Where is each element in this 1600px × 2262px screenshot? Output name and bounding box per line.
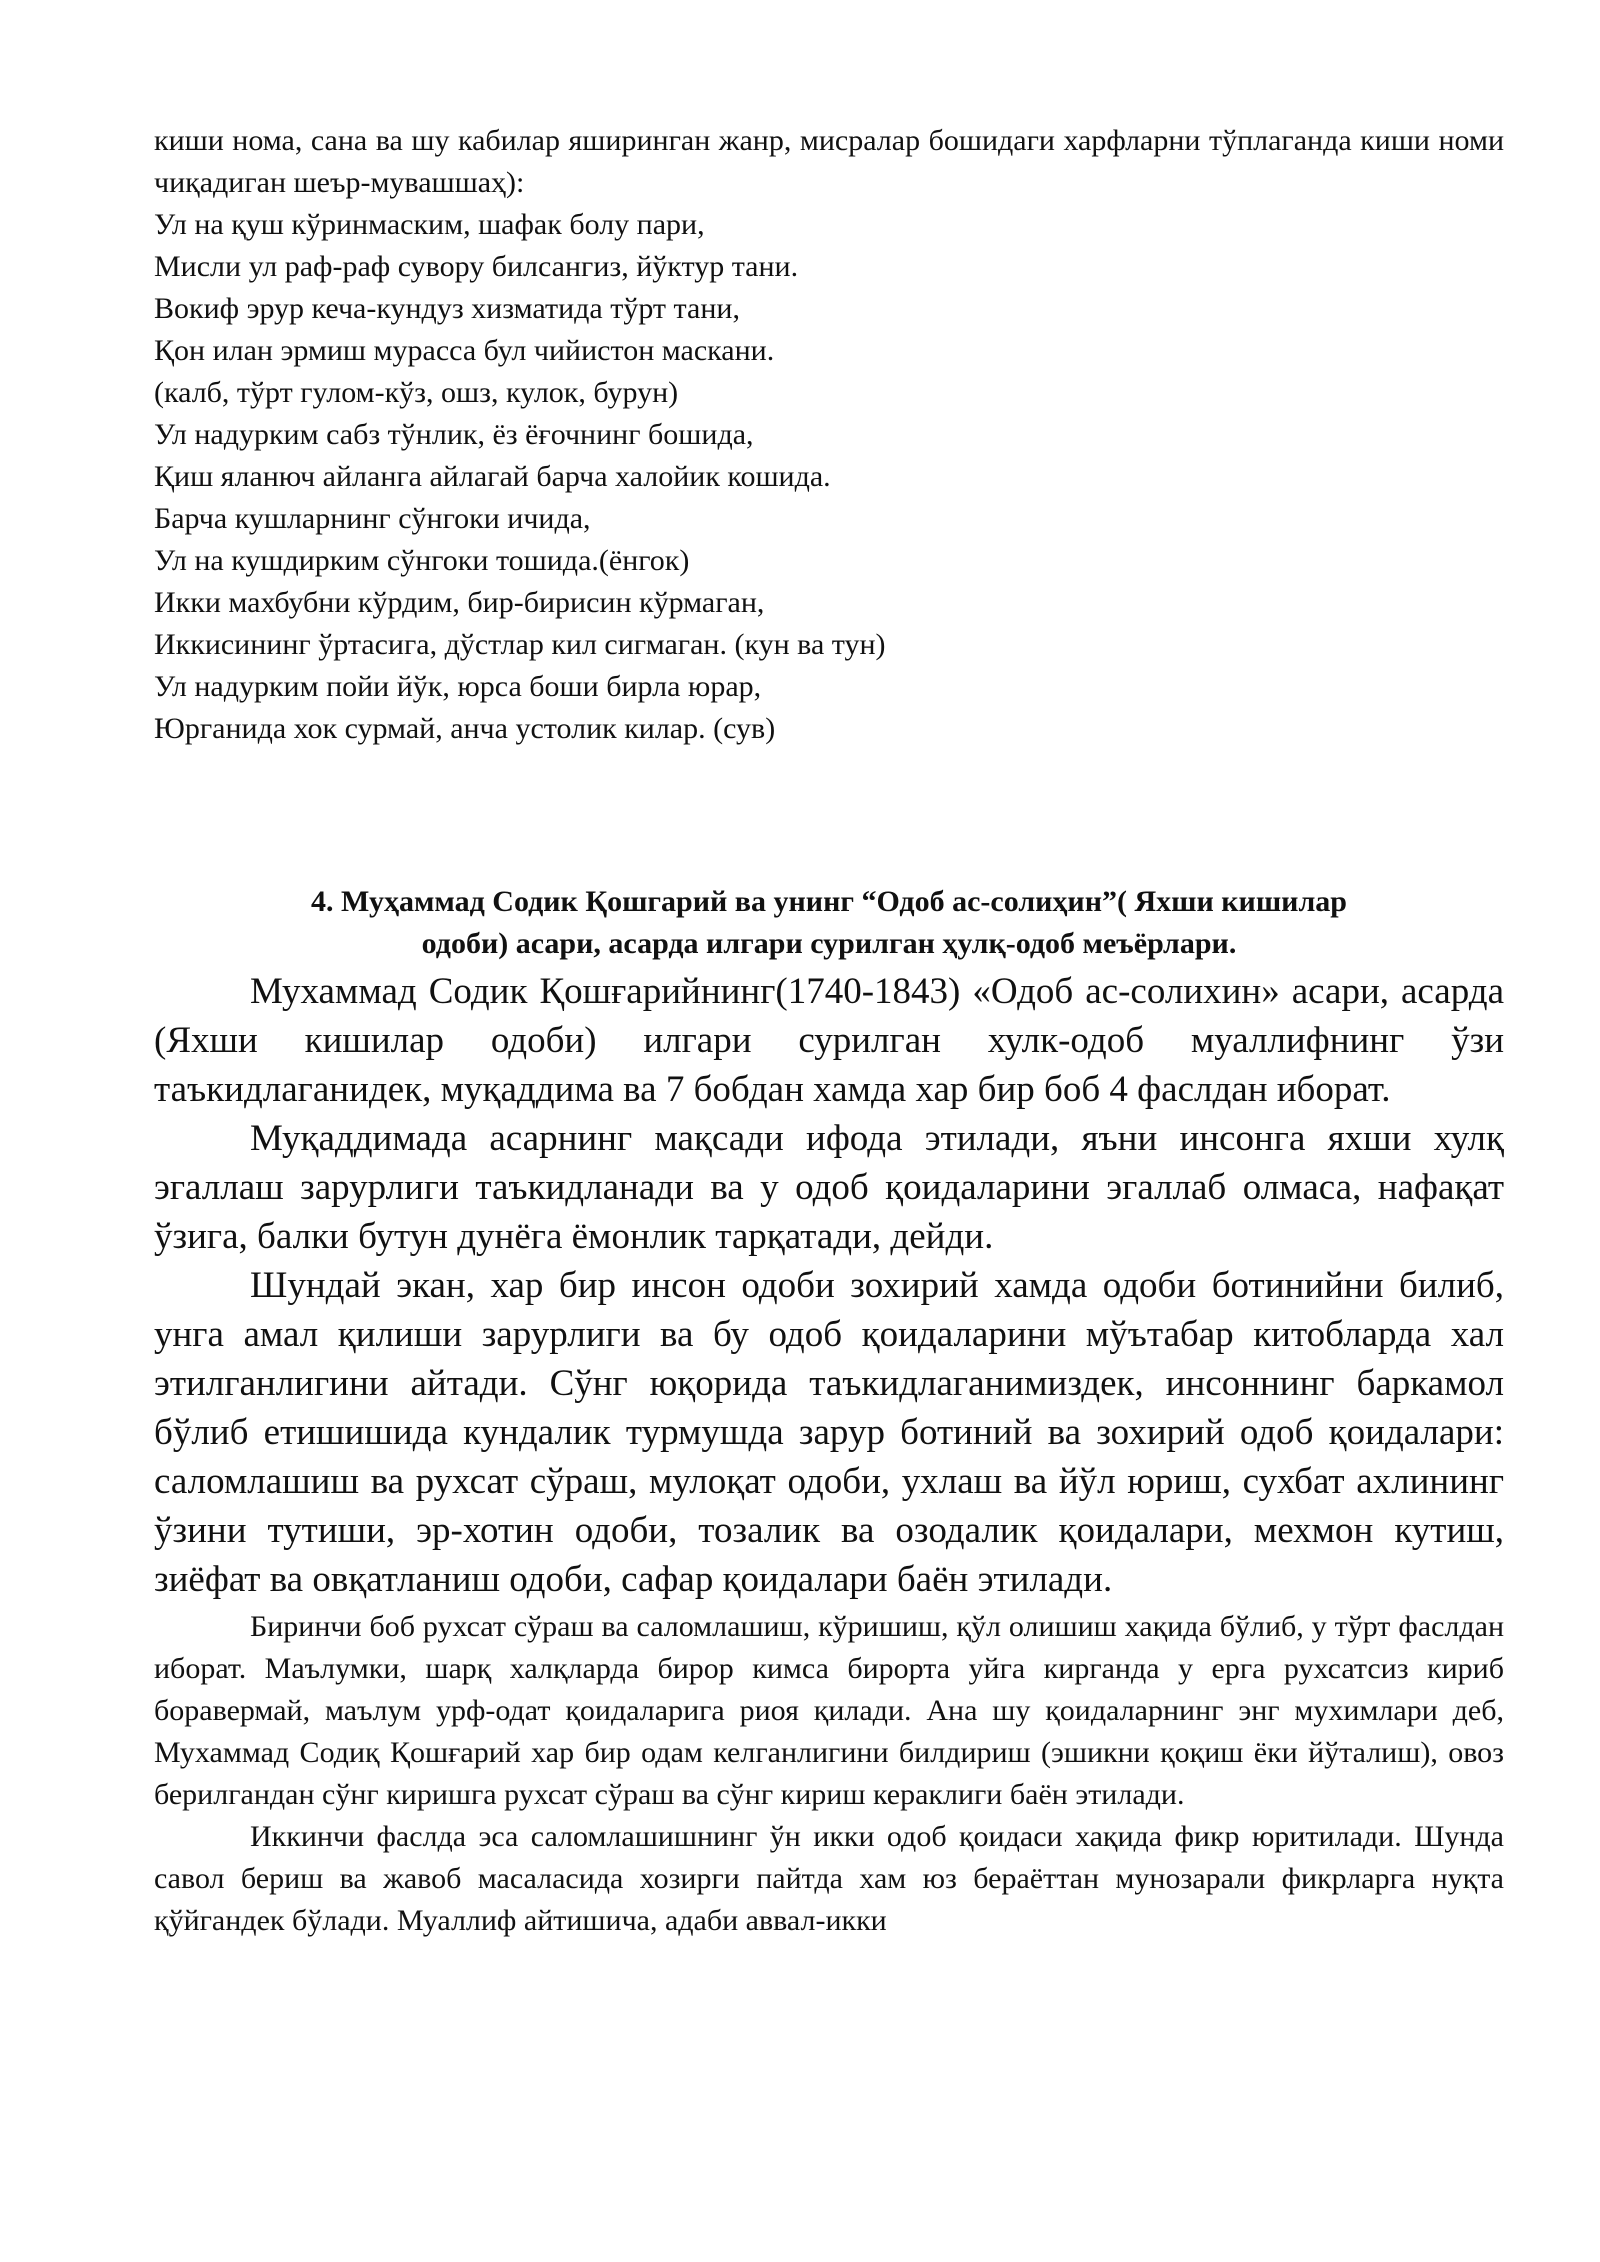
body-paragraph: Муқаддимада асарнинг мақсади ифода этилади, яъни инсонга яхши хулқ эгаллаш зарурлиги таъкидланади ва у одоб қоидаларини эгаллаб олмаса, нафақат ўзига, балки бутун дунёга ёмонлик тарқатади, дейди.	[154, 1118, 1504, 1257]
verse-line: Вокиф эрур кеча-кундуз хизматида тўрт тани,	[154, 292, 740, 325]
section-heading	[154, 881, 1504, 965]
intro-paragraph: киши нома, сана ва шу кабилар яширинган жанр, мисралар бошидаги харфларни тўплаганда киши номи чиқадиган шеър-мувашшаҳ):	[154, 124, 1504, 199]
verse-line: Қиш яланюч айланга айлагай барча халойик кошида.	[154, 460, 831, 493]
verse-line: Мисли ул раф-раф сувору билсангиз, йўктур тани.	[154, 250, 799, 283]
section-heading-line-2: одоби) асари, асарда илгари сурилган ҳулқ-одоб меъёрлари.	[421, 927, 1237, 960]
verse-line: Икки махбубни кўрдим, бир-бирисин кўрмаган,	[154, 586, 765, 619]
verse-line: Ул надурким пойи йўк, юрса боши бирла юрар,	[154, 670, 762, 703]
verse-line: Юрганида хок сурмай, анча устолик килар. (сув)	[154, 712, 776, 745]
verse-line: Иккисининг ўртасига, дўстлар кил сигмаган. (кун ва тун)	[154, 628, 886, 661]
body-paragraph: Шундай экан, хар бир инсон одоби зохирий хамда одоби ботинийни билиб, унга амал қилиши зарурлиги ва бу одоб қоидаларини мўътабар китобларда хал этилганлигини айтади. Сўнг юқорида таъкидлаганимиздек, инсоннинг баркамол бўлиб етишишида кундалик турмушда зарур ботиний ва зохирий одоб қоидалари: саломлашиш ва рухсат сўраш, мулоқат одоби, ухлаш ва йўл юриш, сухбат ахлининг ўзини тутиши, эр-хотин одоби, тозалик ва озодалик қоидалари, мехмон кутиш, зиёфат ва овқатланиш одоби, сафар қоидалари баён этилади.	[154, 1265, 1504, 1600]
body-paragraph: Мухаммад Содик Қошғарийнинг(1740-1843) «Одоб ас-солихин» асари, асарда (Яхши кишилар одоби) илгари сурилган хулк-одоб муаллифнинг ўзи таъкидлаганидек, муқаддима ва 7 бобдан хамда хар бир боб 4 фаслдан иборат.	[154, 971, 1504, 1110]
verse-line: Ул надурким сабз тўнлик, ёз ёғочнинг бошида,	[154, 418, 754, 451]
verse-line: Барча кушларнинг сўнгоки ичида,	[154, 502, 591, 535]
verse-line: (калб, тўрт гулом-кўз, ошз, кулок, бурун)	[154, 376, 679, 409]
verse-block	[154, 204, 1504, 750]
verse-line: Қон илан эрмиш мурасса бул чийистон маскани.	[154, 334, 775, 367]
verse-line: Ул на кушдирким сўнгоки тошида.(ёнгок)	[154, 544, 690, 577]
body-paragraph-small: Биринчи боб рухсат сўраш ва саломлашиш, кўришиш, қўл олишиш хақида бўлиб, у тўрт фаслдан иборат. Маълумки, шарқ халқларда бирор кимса бирорта уйга кирганда у ерга рухсатсиз кириб боравермай, маълум урф-одат қоидаларига риоя қилади. Ана шу қоидаларнинг энг мухимлари деб, Мухаммад Содиқ Қошғарий хар бир одам келганлигини билдириш (эшикни қоқиш ёки йўталиш), овоз берилгандан сўнг киришга рухсат сўраш ва сўнг кириш кераклиги баён этилади.	[154, 1610, 1504, 1811]
document-page	[154, 120, 1504, 1942]
section-heading-line-1: 4. Муҳаммад Содик Қошгарий ва унинг “Одоб ас-солиҳин”( Яхши кишилар	[311, 885, 1347, 918]
verse-line: Ул на қуш кўринмаским, шафак болу пари,	[154, 208, 705, 241]
body-paragraph-small: Иккинчи фаслда эса саломлашишнинг ўн икки одоб қоидаси хақида фикр юритилади. Шунда савол бериш ва жавоб масаласида хозирги пайтда хам юз бераёттан мунозарали фикрларга нуқта қўйгандек бўлади. Муаллиф айтишича, адаби аввал-икки	[154, 1820, 1504, 1937]
